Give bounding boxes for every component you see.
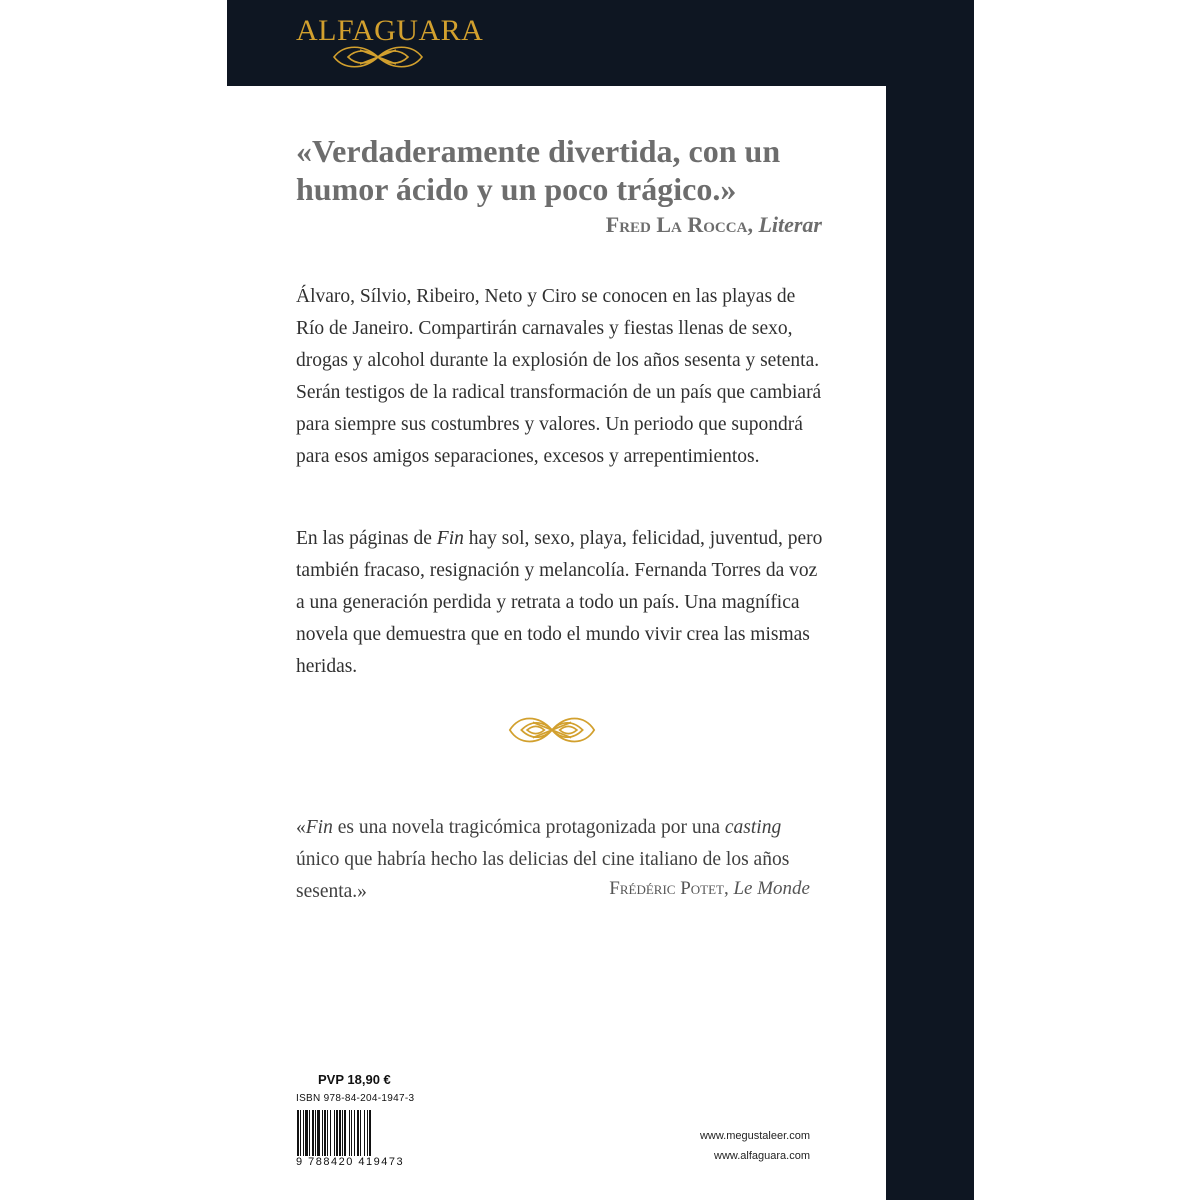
quote2-open: « — [296, 817, 306, 838]
isbn-label: ISBN 978-84-204-1947-3 — [296, 1093, 415, 1104]
barcode-number: 9 788420 419473 — [296, 1156, 405, 1168]
quote2-middle: es una novela tragicómica protagonizada por una — [332, 817, 725, 838]
barcode-bar — [315, 1110, 316, 1156]
quote2-title: Fin — [305, 817, 333, 838]
price-label: PVP 18,90 € — [318, 1072, 391, 1087]
barcode-bar — [322, 1110, 323, 1156]
barcode-bar — [364, 1110, 365, 1156]
blurb-quote: «Verdaderamente divertida, con un humor ácido y un poco trágico.» — [296, 133, 781, 207]
blurb-source: Literar — [758, 212, 822, 237]
barcode-bar — [334, 1110, 335, 1156]
blurb-separator: , — [747, 212, 759, 237]
review-attribution — [296, 878, 810, 900]
barcode-bar — [354, 1110, 355, 1156]
barcode-bar — [327, 1110, 328, 1156]
review-source: Le Monde — [733, 878, 810, 899]
synopsis-paragraph: Álvaro, Sílvio, Ribeiro, Neto y Ciro se conocen en las playas de Río de Janeiro. Compartirán carnavales y fiestas llenas de sexo, drogas y alcohol durante la explosión de los años sesenta y setenta. Serán testigos de la radical transformación de un país que cambiará para siempre sus costumbres y valores. Un periodo que supondrá para esos amigos separaciones, excesos y arrepentimientos. — [296, 286, 822, 467]
quote2-rest: único que habría hecho las delicias del cine italiano de los años sesenta.» — [296, 849, 790, 902]
quote2-italic-word: casting — [724, 817, 782, 838]
book-title-inline: Fin — [436, 528, 464, 549]
blurb-author: Fred La Rocca — [605, 212, 748, 237]
barcode-bar — [336, 1110, 338, 1156]
barcode-bar — [309, 1110, 310, 1156]
barcode-bar — [349, 1110, 350, 1156]
barcode-bar — [324, 1110, 326, 1156]
paragraph2-before: En las páginas de — [296, 528, 437, 549]
publisher-logo-text: ALFAGUARA — [296, 14, 484, 47]
barcode-bar — [297, 1110, 299, 1156]
barcode-bar — [342, 1110, 343, 1156]
barcode-bar — [303, 1110, 304, 1156]
barcode-bar — [369, 1110, 371, 1156]
barcode-icon — [296, 1110, 390, 1156]
review-author: Frédéric Potet — [609, 878, 724, 899]
barcode-bar — [357, 1110, 359, 1156]
blurb-attribution — [296, 212, 822, 238]
flourish-knot-icon — [330, 44, 426, 70]
barcode-bar — [367, 1110, 368, 1156]
review-separator: , — [723, 878, 734, 899]
barcode-bar — [305, 1110, 308, 1156]
barcode-bar — [339, 1110, 341, 1156]
synopsis-paragraph-2 — [296, 523, 826, 683]
barcode-bar — [300, 1110, 301, 1156]
barcode-bar — [312, 1110, 314, 1156]
right-band — [886, 0, 974, 1200]
barcode-bar — [330, 1110, 331, 1156]
barcode-bar — [344, 1110, 346, 1156]
website-link-2[interactable]: www.alfaguara.com — [714, 1150, 810, 1162]
paragraph2-after: hay sol, sexo, playa, felicidad, juventud, pero también fracaso, resignación y melancolía. Fernanda Torres da voz a una generación perdida y retrata a todo un país. Una magnífica novela que demuestra que en todo el mundo vivir crea las mismas heridas. — [296, 528, 823, 677]
website-link-1[interactable]: www.megustaleer.com — [699, 1130, 810, 1142]
flourish-knot-icon — [506, 712, 598, 748]
barcode-bar — [351, 1110, 352, 1156]
barcode-bar — [317, 1110, 320, 1156]
barcode-bar — [360, 1110, 361, 1156]
